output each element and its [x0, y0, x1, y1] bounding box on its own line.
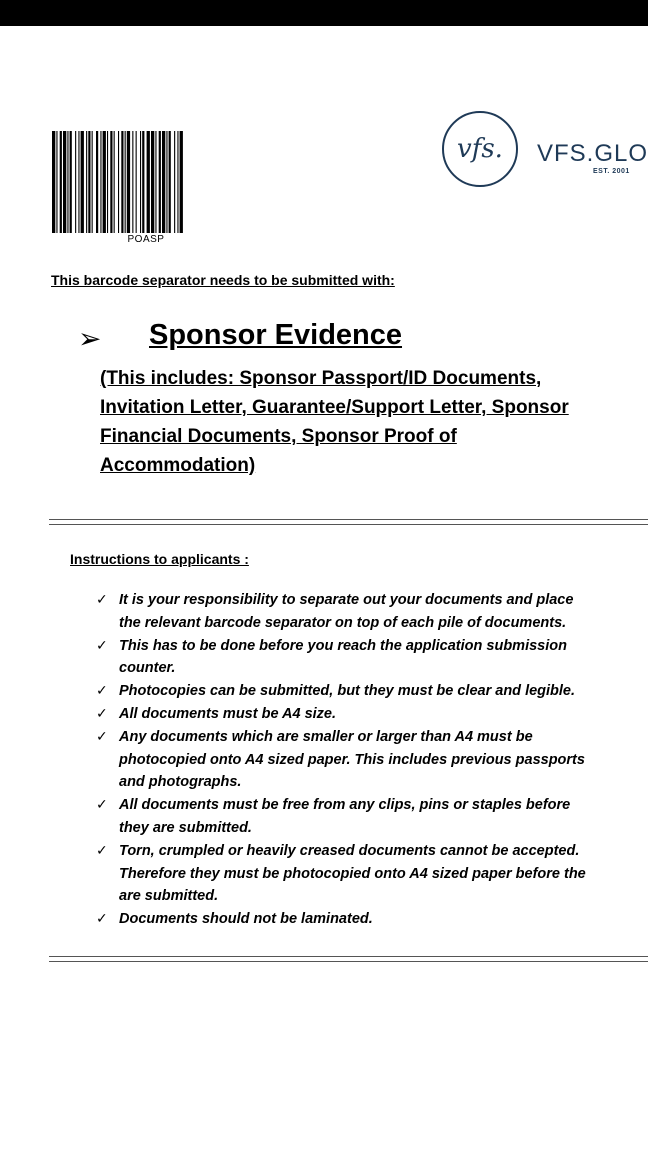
barcode-bar	[88, 131, 90, 233]
barcode-bar	[118, 131, 119, 233]
barcode-bar	[125, 131, 126, 233]
list-item	[96, 726, 648, 794]
barcode-bar	[127, 131, 130, 233]
barcode-bar	[75, 131, 76, 233]
logo-wordmark: VFS.GLO	[537, 140, 648, 167]
checkmark-icon: ✓	[96, 705, 108, 722]
barcode-bar	[110, 131, 112, 233]
barcode-bar	[166, 131, 167, 233]
barcode-bar	[100, 131, 101, 233]
list-item-line: Therefore they must be photocopied onto A4 sized paper before the	[119, 865, 586, 882]
list-item-line: the relevant barcode separator on top of each pile of documents.	[119, 614, 567, 631]
barcode-bar	[81, 131, 84, 233]
checkmark-icon: ✓	[96, 637, 108, 654]
checkmark-icon: ✓	[96, 797, 108, 814]
barcode-bar	[177, 131, 178, 233]
barcode-bar	[92, 131, 93, 233]
barcode-image	[52, 131, 184, 233]
barcode-bar	[52, 131, 55, 233]
barcode-bar	[180, 131, 183, 233]
section-subtitle	[100, 364, 648, 480]
checkmark-icon: ✓	[96, 683, 108, 700]
vfs-global-logo	[442, 110, 648, 192]
barcode-bar	[142, 131, 144, 233]
list-item-line: counter.	[119, 660, 176, 677]
list-item	[96, 908, 648, 931]
barcode-bar	[151, 131, 154, 233]
logo-est: EST. 2001	[593, 168, 630, 175]
double-line-divider	[49, 519, 648, 525]
subtitle-line: (This includes: Sponsor Passport/ID Documents,	[100, 368, 542, 389]
barcode-bar	[60, 131, 62, 233]
logo-mark: vfs.	[457, 134, 503, 164]
subtitle-line: Accommodation)	[100, 455, 256, 476]
list-item-line: and photographs.	[119, 774, 242, 791]
section-title: Sponsor Evidence	[149, 319, 403, 351]
barcode-caption: POASP	[127, 234, 165, 245]
list-item-line: Documents should not be laminated.	[119, 911, 373, 928]
barcode-bar	[67, 131, 68, 233]
list-item-line: Photocopies can be submitted, but they must be clear and legible.	[119, 683, 576, 700]
checkmark-icon: ✓	[96, 728, 108, 745]
barcode-bar	[140, 131, 141, 233]
list-item-line: are submitted.	[119, 888, 219, 905]
checkmark-icon: ✓	[96, 592, 108, 608]
barcode-bar	[159, 131, 161, 233]
barcode-bar	[56, 131, 57, 233]
list-item-line: It is your responsibility to separate out your documents and place	[119, 592, 574, 608]
list-item	[96, 680, 648, 703]
list-item-line: This has to be done before you reach the application submission	[119, 637, 567, 654]
instructions-heading: Instructions to applicants :	[70, 551, 249, 567]
list-item-line: they are submitted.	[119, 819, 252, 836]
subtitle-line: Financial Documents, Sponsor Proof of	[100, 426, 457, 447]
arrow-bullet-icon: ➢	[78, 322, 102, 355]
checkmark-icon: ✓	[96, 911, 108, 928]
list-item	[96, 840, 648, 908]
top-black-bar	[0, 0, 648, 26]
barcode-bar	[132, 131, 133, 233]
barcode-bar	[103, 131, 106, 233]
barcode-bar	[121, 131, 123, 233]
checkmark-icon: ✓	[96, 842, 108, 859]
barcode-bar	[162, 131, 165, 233]
intro-text: This barcode separator needs to be submitted with:	[51, 272, 395, 288]
barcode-bar	[86, 131, 87, 233]
barcode-bar	[147, 131, 150, 233]
barcode-bar	[70, 131, 72, 233]
barcode-bar	[169, 131, 171, 233]
list-item	[96, 794, 648, 840]
list-item-line: Any documents which are smaller or larger than A4 must be	[119, 728, 533, 745]
barcode-bar	[63, 131, 66, 233]
list-item-line: photocopied onto A4 sized paper. This includes previous passports	[119, 751, 585, 768]
double-line-divider	[49, 956, 648, 962]
barcode-bar	[96, 131, 98, 233]
list-item	[96, 635, 648, 681]
barcode-bar	[136, 131, 137, 233]
barcode-bar	[114, 131, 115, 233]
list-item	[96, 589, 648, 635]
barcode-bar	[107, 131, 108, 233]
list-item-line: Torn, crumpled or heavily creased documents cannot be accepted.	[119, 842, 580, 859]
list-item-line: All documents must be A4 size.	[119, 705, 337, 722]
instructions-list	[96, 589, 648, 931]
list-item-line: All documents must be free from any clips, pins or staples before	[119, 797, 571, 814]
barcode-bar	[174, 131, 175, 233]
subtitle-line: Invitation Letter, Guarantee/Support Letter, Sponsor	[100, 397, 569, 418]
list-item	[96, 703, 648, 726]
barcode-bar	[155, 131, 156, 233]
barcode-bar	[78, 131, 79, 233]
